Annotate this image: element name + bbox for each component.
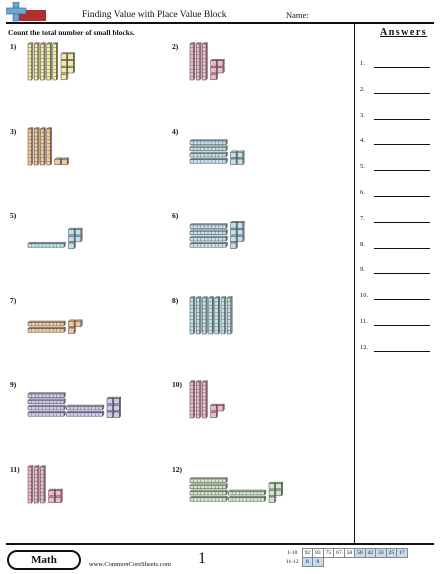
unit-cube xyxy=(276,482,283,489)
unit-cube xyxy=(231,235,238,242)
problem-number: 2) xyxy=(172,42,179,51)
unit-cube xyxy=(237,150,244,157)
unit-cube xyxy=(237,157,244,164)
answer-label: 8. xyxy=(360,240,365,248)
ten-rod xyxy=(67,411,104,416)
unit-cube xyxy=(61,59,68,66)
unit-cube xyxy=(69,235,76,242)
place-value-blocks xyxy=(26,295,179,373)
unit-cube xyxy=(231,157,238,164)
place-value-blocks xyxy=(26,126,179,204)
ten-rod xyxy=(28,405,65,410)
ten-rod xyxy=(28,327,65,332)
unit-cube xyxy=(114,404,121,411)
ten-rod xyxy=(209,296,214,333)
unit-cube xyxy=(211,411,218,418)
ten-rod xyxy=(190,230,227,235)
ten-rod xyxy=(67,405,104,410)
ten-rod xyxy=(53,43,58,80)
problem-number: 7) xyxy=(10,295,17,305)
unit-cube xyxy=(211,73,218,80)
ten-rod xyxy=(215,296,220,333)
unit-cube xyxy=(217,66,224,73)
unit-cube xyxy=(75,228,82,235)
ten-rod xyxy=(47,127,52,164)
ten-rod xyxy=(40,465,45,502)
answer-label: 3. xyxy=(360,111,365,119)
ten-rod xyxy=(202,43,207,80)
score-cell: 0 xyxy=(313,558,324,567)
unit-cube xyxy=(237,235,244,242)
answer-label: 7. xyxy=(360,214,365,222)
unit-cube xyxy=(69,319,76,326)
unit-cube xyxy=(237,221,244,228)
ten-rod xyxy=(196,381,201,418)
unit-cube xyxy=(217,59,224,66)
answer-label: 10. xyxy=(360,292,369,300)
answers-divider xyxy=(354,22,355,543)
place-value-blocks xyxy=(188,41,338,119)
unit-cube xyxy=(49,489,56,496)
problem-number: 11) xyxy=(10,464,20,474)
ten-rod xyxy=(190,158,227,163)
problem-number: 5) xyxy=(10,211,17,220)
unit-cube xyxy=(107,411,114,418)
ten-rod xyxy=(190,139,227,144)
answer-blank[interactable] xyxy=(374,93,430,94)
answer-blank[interactable] xyxy=(374,325,430,326)
answer-blank[interactable] xyxy=(374,299,430,300)
ten-rod xyxy=(190,296,195,333)
place-value-blocks xyxy=(188,379,338,457)
ten-rod xyxy=(28,465,33,502)
ten-rod xyxy=(227,296,232,333)
ten-rod xyxy=(190,381,195,418)
ten-rod xyxy=(221,296,226,333)
math-brand-badge: Math xyxy=(7,550,81,570)
ten-rod xyxy=(34,465,39,502)
unit-cube xyxy=(114,397,121,404)
answer-blank[interactable] xyxy=(374,273,430,274)
unit-cube xyxy=(55,157,62,164)
score-cell: 25 xyxy=(386,549,397,558)
site-url: www.CommonCoreSheets.com xyxy=(89,561,171,568)
answer-label: 2. xyxy=(360,85,365,93)
worksheet-title: Finding Value with Place Value Block xyxy=(82,10,227,20)
score-cell: 83 xyxy=(313,549,324,558)
unit-cube xyxy=(269,482,276,489)
unit-cube xyxy=(61,73,68,80)
place-value-blocks xyxy=(26,379,176,457)
unit-cube xyxy=(231,242,238,249)
answer-blank[interactable] xyxy=(374,170,430,171)
unit-cube xyxy=(49,495,56,502)
ten-rod xyxy=(190,477,227,482)
unit-cube xyxy=(107,397,114,404)
plus-logo-icon xyxy=(6,2,46,22)
unit-cube xyxy=(68,59,75,66)
problem-number: 8) xyxy=(172,295,179,305)
ten-rod xyxy=(28,127,33,164)
problem-number: 6) xyxy=(172,211,179,220)
unit-cube xyxy=(211,66,218,73)
place-value-blocks xyxy=(188,126,338,204)
unit-cube xyxy=(211,59,218,66)
ten-rod xyxy=(34,43,39,80)
unit-cube xyxy=(69,228,76,235)
ten-rod xyxy=(229,496,266,501)
problem-number: 4) xyxy=(172,126,179,136)
ten-rod xyxy=(190,236,227,241)
score-table xyxy=(284,548,408,567)
unit-cube xyxy=(231,150,238,157)
problem-number: 12) xyxy=(172,464,182,474)
header-divider xyxy=(6,22,434,24)
score-cell: 58 xyxy=(344,549,355,558)
ten-rod xyxy=(190,43,195,80)
ten-rod xyxy=(202,296,207,333)
ten-rod xyxy=(28,321,65,326)
unit-cube xyxy=(62,157,69,164)
ten-rod xyxy=(190,483,227,488)
ten-rod xyxy=(190,242,227,247)
place-value-blocks xyxy=(26,464,176,542)
answer-label: 11. xyxy=(360,318,368,325)
ten-rod xyxy=(190,224,227,229)
ten-rod xyxy=(28,242,65,247)
unit-cube xyxy=(55,489,62,496)
problem-number: 3) xyxy=(10,126,17,136)
page-number: 1 xyxy=(198,550,206,567)
unit-cube xyxy=(237,228,244,235)
problem-number: 9) xyxy=(10,380,17,389)
ten-rod xyxy=(40,127,45,164)
unit-cube xyxy=(114,411,121,418)
unit-cube xyxy=(68,66,75,73)
ten-rod xyxy=(190,145,227,150)
place-value-blocks xyxy=(26,41,179,119)
score-cell: 92 xyxy=(302,549,313,558)
unit-cube xyxy=(75,235,82,242)
score-cell: 67 xyxy=(334,549,345,558)
answer-label: 5. xyxy=(360,163,365,171)
ten-rod xyxy=(196,43,201,80)
place-value-blocks xyxy=(188,464,338,542)
ten-rod xyxy=(28,399,65,404)
unit-cube xyxy=(269,488,276,495)
answer-blank[interactable] xyxy=(374,144,430,145)
place-value-blocks xyxy=(26,210,179,288)
unit-cube xyxy=(231,228,238,235)
answer-label: 9. xyxy=(360,266,365,274)
ten-rod xyxy=(34,127,39,164)
unit-cube xyxy=(61,66,68,73)
unit-cube xyxy=(217,404,224,411)
ten-rod xyxy=(202,381,207,418)
unit-cube xyxy=(69,326,76,333)
score-cell: 33 xyxy=(376,549,387,558)
instructions: Count the total number of small blocks. xyxy=(8,28,135,37)
answer-label: 1. xyxy=(360,60,365,67)
unit-cube xyxy=(231,221,238,228)
answer-blank[interactable] xyxy=(374,119,430,120)
answer-label: 4. xyxy=(360,137,365,145)
problem-number: 10) xyxy=(172,380,182,389)
problem-number: 1) xyxy=(10,42,17,51)
unit-cube xyxy=(276,488,283,495)
score-cell: 50 xyxy=(355,549,366,558)
score-row-label: 1-10 xyxy=(287,550,298,556)
answer-label: 6. xyxy=(360,189,365,196)
answer-label: 12. xyxy=(360,343,369,351)
ten-rod xyxy=(47,43,52,80)
unit-cube xyxy=(68,52,75,59)
footer-divider xyxy=(6,543,434,545)
answer-blank[interactable] xyxy=(374,351,430,352)
score-cell: 75 xyxy=(323,549,334,558)
answer-blank[interactable] xyxy=(374,67,430,68)
ten-rod xyxy=(190,496,227,501)
ten-rod xyxy=(190,490,227,495)
ten-rod xyxy=(196,296,201,333)
score-row-label: 11-12 xyxy=(286,559,299,565)
score-row xyxy=(284,558,407,567)
answer-blank[interactable] xyxy=(374,196,430,197)
answer-blank[interactable] xyxy=(374,222,430,223)
ten-rod xyxy=(190,152,227,157)
ten-rod xyxy=(40,43,45,80)
ten-rod xyxy=(28,393,65,398)
unit-cube xyxy=(211,404,218,411)
unit-cube xyxy=(107,404,114,411)
ten-rod xyxy=(28,411,65,416)
unit-cube xyxy=(269,495,276,502)
place-value-blocks xyxy=(188,210,338,288)
score-cell: 42 xyxy=(365,549,376,558)
unit-cube xyxy=(61,52,68,59)
unit-cube xyxy=(69,242,76,249)
ten-rod xyxy=(229,490,266,495)
score-cell: 8 xyxy=(302,558,313,567)
answers-title: Answers xyxy=(380,27,428,38)
unit-cube xyxy=(75,319,82,326)
name-label: Name: xyxy=(286,10,309,20)
answer-blank[interactable] xyxy=(374,248,430,249)
unit-cube xyxy=(55,495,62,502)
score-cell: 17 xyxy=(397,549,408,558)
place-value-blocks xyxy=(188,295,338,373)
ten-rod xyxy=(28,43,33,80)
score-row xyxy=(284,549,407,558)
